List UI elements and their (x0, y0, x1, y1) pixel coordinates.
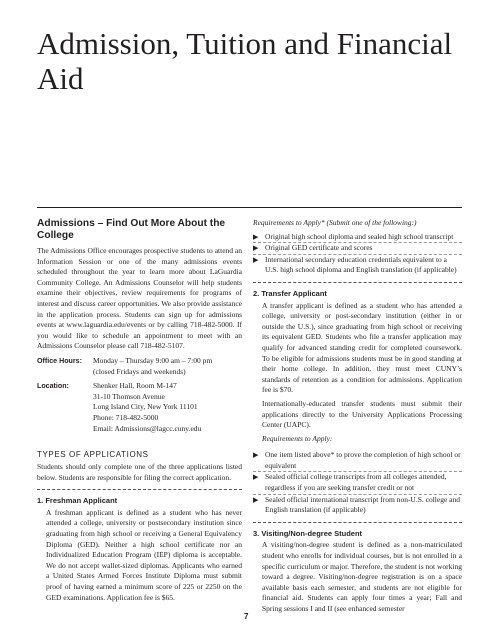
dashed-divider (253, 522, 462, 523)
transfer-international: Internationally-educated transfer students must submit their applications directly to the University Applications Processing Center (UAPC). (262, 398, 462, 430)
visiting-heading: 3. Visiting/Non-degree Student (253, 528, 363, 538)
left-column (37, 218, 242, 603)
list-item: ▶ Sealed official college transcripts from all colleges attended, regardless if you are seeking transfer credit or not (253, 471, 462, 493)
freshman-heading: 1. Freshman Applicant (37, 496, 118, 506)
office-hours-line: (closed Fridays and weekends) (93, 366, 186, 376)
dashed-divider (37, 489, 242, 490)
arrow-bullet-icon: ▶ (253, 255, 259, 264)
types-title: TYPES OF APPLICATIONS (37, 450, 149, 460)
location-line: 31-10 Thomson Avenue (93, 391, 165, 401)
list-item: ▶ Original high school diploma and sealed high school transcript (253, 231, 454, 241)
arrow-bullet-icon: ▶ (253, 451, 259, 460)
arrow-bullet-icon: ▶ (253, 473, 259, 482)
title-divider (37, 207, 462, 208)
admissions-heading: Admissions – Find Out More About the College (37, 218, 226, 241)
dashed-divider (253, 282, 462, 283)
page-number: 7 (244, 612, 249, 621)
location (37, 381, 242, 434)
office-hours (37, 356, 242, 377)
transfer-requirements-list (253, 450, 462, 516)
office-hours-line: Monday – Thursday 9:00 am – 7:00 pm (93, 355, 213, 365)
location-label: Location: (37, 382, 69, 391)
location-line: Email: Admissions@lagcc.cuny.edu (93, 423, 202, 433)
location-line: Phone: 718-482-5000 (93, 412, 159, 422)
freshman-requirements-list (253, 232, 462, 276)
list-item: ▶ One item listed above* to prove the completion of high school or equivalent (253, 450, 461, 470)
freshman-body: A freshman applicant is defined as a student who has never attended a college, university or postsecondary institution since graduating from high school or receiving a General Equivalency Diploma (GED). Neither a high school certificate nor an Individualized Education Program (IEP) diploma is acceptable. We do not accept wallet-sized diplomas. Applicants who earned a United States Armed Forces Institute Diploma must submit proof of having earned a minimum score of 225 or 2250 on the GED examinations. Application fee is $65. (46, 507, 242, 602)
transfer-body: A transfer applicant is defined as a student who has attended a college, university or post-secondary institution (either in or outside the U.S.), since graduating from high school or receiving its equivalent GED. Students who file a transfer application may qualify for advanced standing credit for completed coursework. To be eligible for admissions students must be in good standing at their home college. In addition, they must meet CUNY’s standards of retention as a condition for admissions. Application fee is $70. (262, 300, 462, 395)
office-hours-label: Office Hours: (37, 356, 82, 365)
location-line: Long Island City, New York 11101 (93, 402, 198, 412)
transfer-heading: 2. Transfer Applicant (253, 288, 327, 298)
requirements-apply: Requirements to Apply* (Submit one of the following:) (253, 218, 417, 227)
arrow-bullet-icon: ▶ (253, 244, 259, 253)
requirements-label: Requirements to Apply: (262, 433, 333, 443)
list-item: ▶ Original GED certificate and scores (253, 242, 462, 254)
visiting-body: A visiting/non-degree student is defined as a non-matriculated student who enrolls for individual courses, but is not enrolled in a specific curriculum or major. Therefore, the student is not working toward a degree. Visiting/non-degree registration is on a space available basis each semester, and students are not eligible for financial aid. Students can apply four times a year; Fall and Spring sessions I and II (see enhanced semester (262, 540, 463, 613)
arrow-bullet-icon: ▶ (253, 495, 259, 504)
right-column (253, 218, 462, 615)
location-line: Shenker Hall, Room M-147 (93, 381, 177, 391)
list-item: ▶ Sealed official international transcript from non-U.S. college and English translation (if applicable) (253, 494, 461, 515)
list-item: ▶ International secondary education credentials equivalent to a U.S. high school diploma and English translation (if applicable) (253, 254, 462, 276)
types-body: Students should only complete one of the three applications listed below. Students are responsible for filing the correct application. (37, 462, 242, 482)
page-title: Admission, Tuition and Financial Aid (37, 26, 453, 96)
arrow-bullet-icon: ▶ (253, 232, 259, 241)
admissions-intro: The Admissions Office encourages prospective students to attend an Information Session or one of the many admissions events scheduled throughout the year to learn more about LaGuardia Community College. An Admissions Counselor will help students examine their objectives, review requirements for programs of interest and discuss career opportunities. We also provide assistance in the application process. Students can sign up for admissions events at www.laguardia.edu/events or by calling 718-482-5000. If you would like to schedule an appointment to meet with an Admissions Counselor please call 718-482-5107. (37, 246, 242, 351)
